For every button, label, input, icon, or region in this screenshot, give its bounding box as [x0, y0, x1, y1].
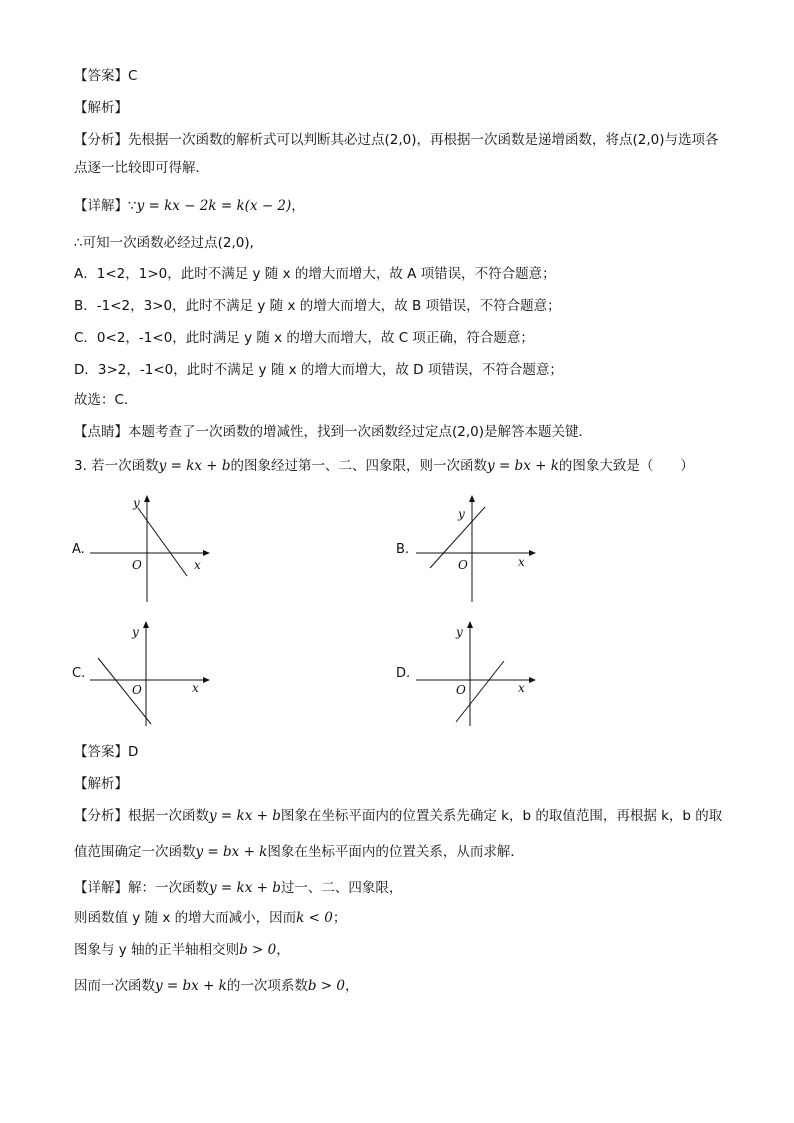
graph-a	[90, 490, 220, 610]
analysis-text-2b	[74, 842, 524, 862]
analysis-2b-prefix: 值范围确定一次函数	[74, 844, 196, 860]
answer-line-2: 【答案】D	[74, 744, 139, 760]
detail-2a-suffix: 过一、二、四象限，	[280, 880, 403, 896]
analysis-2b-formula: y = bx + k	[195, 844, 268, 860]
graph-a-x-label: x	[194, 558, 201, 572]
graph-a-x-arrow	[203, 550, 210, 556]
detail-2c-prefix: 图象与 y 轴的正半轴相交则	[74, 942, 240, 958]
graph-c-label: C.	[72, 666, 86, 681]
question-3-formula-1: y = kx + b	[158, 458, 231, 474]
answer-line-1: 【答案】C	[74, 68, 138, 84]
detail-2d-suffix: ，	[344, 978, 359, 994]
analysis-text-1b: 点逐一比较即可得解．	[74, 160, 209, 176]
comment-line: 【点睛】本题考查了一次函数的增减性，找到一次函数经过定点(2,0)是解答本题关键．	[74, 424, 593, 440]
analysis-text-1a: 【分析】先根据一次函数的解析式可以判断其必过点(2,0)，再根据一次函数是递增函数，将点(2,0)与选项各	[74, 132, 719, 148]
detail-suffix: ，	[291, 198, 305, 214]
graph-b-y-arrow	[469, 495, 475, 502]
option-d-line: D．3>2，-1<0，此时不满足 y 随 x 的增大而增大，故 D 项错误，不符合题意；	[74, 362, 563, 378]
graph-b-x-label: x	[518, 555, 525, 569]
detail-2b-formula: k < 0	[296, 910, 333, 926]
analysis-heading-2: 【解析】	[74, 776, 128, 792]
fixed-point-line: ∴可知一次函数必经过点(2,0),	[74, 235, 254, 251]
detail-2d-formula-2: b > 0	[307, 978, 345, 994]
detail-2c-formula: b > 0	[239, 942, 277, 958]
detail-2b-suffix: ；	[332, 910, 347, 926]
detail-2b-prefix: 则函数值 y 随 x 的增大而减小，因而	[74, 910, 297, 926]
graph-b-x-arrow	[529, 550, 536, 556]
detail-line-1	[74, 196, 305, 216]
detail-prefix: 【详解】∵	[74, 198, 137, 214]
graph-d-x-label: x	[518, 681, 525, 695]
analysis-2a-formula: y = kx + b	[209, 808, 281, 824]
graph-a-y-label: y	[133, 496, 140, 510]
analysis-heading-1: 【解析】	[74, 100, 128, 116]
detail-2d-middle: 的一次项系数	[226, 978, 308, 994]
option-b-line: B．-1<2，3>0，此时不满足 y 随 x 的增大而增大，故 B 项错误，不符合题意；	[74, 298, 561, 314]
graph-d-y-label: y	[456, 625, 463, 639]
graph-a-origin: O	[132, 558, 142, 572]
option-a-line: A．1<2，1>0，此时不满足 y 随 x 的增大而增大，故 A 项错误，不符合题意；	[74, 266, 556, 282]
graph-b-label: B.	[396, 542, 410, 557]
graph-c-x-arrow	[203, 677, 210, 683]
graph-c-line	[98, 658, 151, 724]
question-3	[74, 456, 694, 476]
question-3-middle: 的图象经过第一、二、四象限，则一次函数	[230, 458, 488, 474]
graph-a-line	[138, 508, 187, 576]
analysis-text-2a	[74, 806, 722, 826]
graph-a-y-arrow	[144, 495, 150, 502]
detail-2a-formula: y = kx + b	[209, 880, 281, 896]
detail-line-2d	[74, 976, 358, 996]
detail-2d-prefix: 因而一次函数	[74, 978, 155, 994]
question-3-formula-2: y = bx + k	[487, 458, 559, 474]
analysis-2a-prefix: 【分析】根据一次函数	[74, 808, 209, 824]
graph-c-x-label: x	[192, 681, 199, 695]
detail-2d-formula: y = bx + k	[155, 978, 227, 994]
graph-d-y-arrow	[467, 621, 473, 628]
graph-d	[412, 614, 542, 734]
detail-line-2a	[74, 878, 402, 898]
graph-d-label: D.	[396, 666, 411, 681]
detail-2a-prefix: 【详解】解：一次函数	[74, 880, 209, 896]
question-3-suffix: 的图象大致是（ ）	[558, 458, 694, 474]
graph-c-y-arrow	[143, 621, 149, 628]
graph-b-origin: O	[458, 558, 468, 572]
graph-a-label: A.	[72, 542, 85, 557]
detail-2c-suffix: ，	[276, 942, 290, 958]
analysis-2a-suffix: 图象在坐标平面内的位置关系先确定 k，b 的取值范围，再根据 k，b 的取	[280, 808, 723, 824]
graph-b	[412, 490, 542, 610]
graph-c-origin: O	[132, 683, 142, 697]
analysis-2b-suffix: 图象在坐标平面内的位置关系，从而求解．	[267, 844, 524, 860]
graph-c-y-label: y	[132, 625, 139, 639]
graph-d-origin: O	[456, 683, 466, 697]
detail-line-2b	[74, 908, 346, 928]
option-c-line: C．0<2，-1<0，此时满足 y 随 x 的增大而增大，故 C 项正确，符合题意；	[74, 330, 534, 346]
detail-line-2c	[74, 940, 290, 960]
graph-b-y-label: y	[458, 507, 465, 521]
graph-c	[90, 614, 220, 734]
graph-d-x-arrow	[529, 677, 536, 683]
question-3-prefix: 3. 若一次函数	[74, 458, 159, 474]
conclusion-line: 故选：C．	[74, 392, 138, 408]
detail-formula: y = kx − 2k = k(x − 2)	[136, 198, 292, 214]
